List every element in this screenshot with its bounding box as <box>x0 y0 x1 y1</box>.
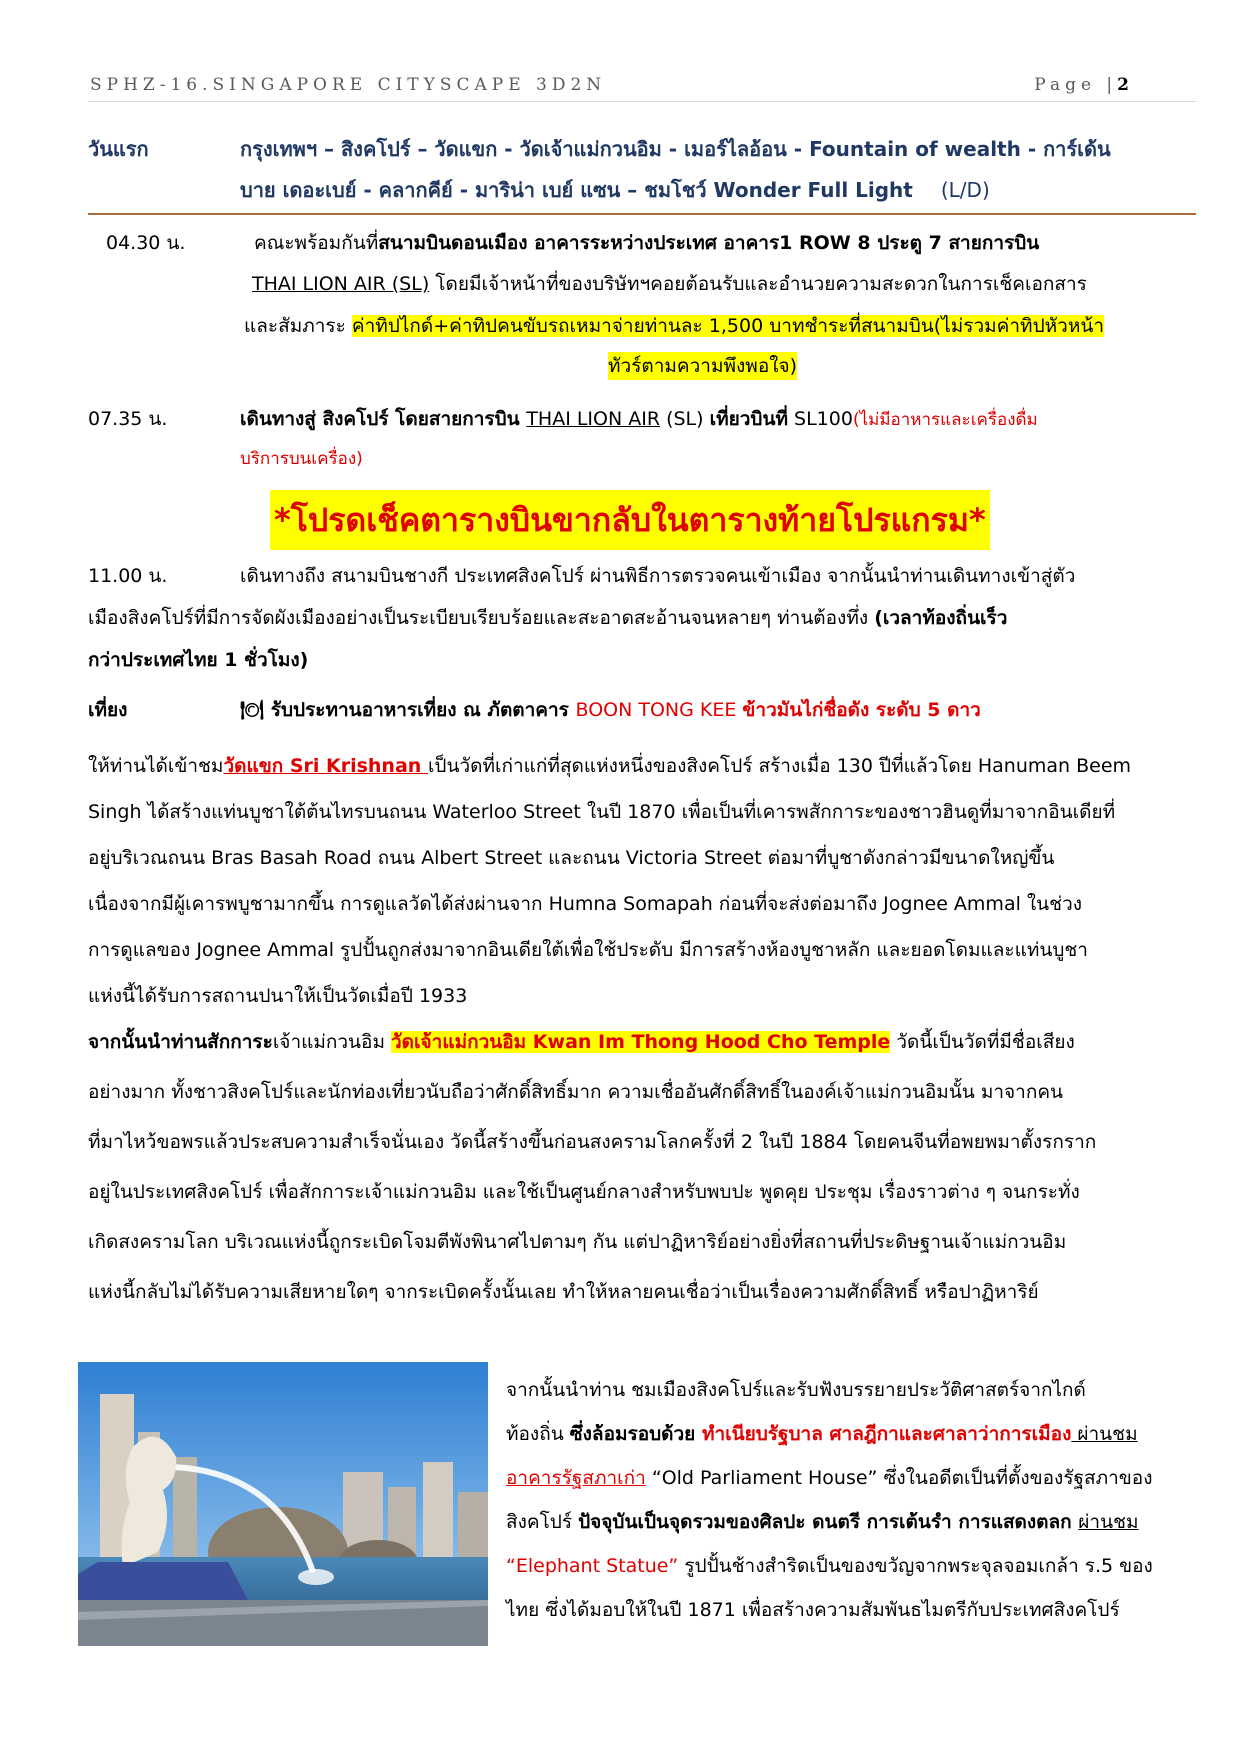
city-l4a: สิงคโปร์ <box>506 1511 579 1533</box>
kwanim-l1a: จากนั้นนำท่านสักการะ <box>88 1031 273 1053</box>
old-parliament-house: อาคารรัฐสภาเก่า <box>506 1467 646 1489</box>
timezone-note-end: กว่าประเทศไทย 1 ชั่วโมง) <box>88 649 309 671</box>
city-line3 <box>506 1464 1153 1492</box>
city-line5 <box>506 1552 1153 1580</box>
city-l5b: รูปปั้นช้างสำริดเป็นของขวัญจากพระจุลจอมเกล้า ร.5 ของ <box>678 1555 1153 1577</box>
kwanim-line2: อย่างมาก ทั้งชาวสิงคโปร์และนักท่องเที่ยวนับถือว่าศักดิ์สิทธิ์มาก ความเชื่ออันศักดิ์สิทธิ์ในองค์เจ้าแม่กวนอิมนั้น มาจากคน <box>88 1081 1064 1103</box>
elephant-statue: “Elephant Statue” <box>506 1555 679 1577</box>
city-l2a: ท้องถิ่น <box>506 1423 570 1445</box>
city-l4c: ผ่านชม <box>1078 1511 1139 1533</box>
document-header-title: SPHZ-16.SINGAPORE CITYSCAPE 3D2N <box>90 75 607 95</box>
time-1100: 11.00 น. <box>88 565 168 587</box>
temple-l1a: ให้ท่านได้เข้าชม <box>88 755 224 777</box>
city-l3b: “Old Parliament House” ซึ่งในอดีตเป็นที่ตั้งของรัฐสภาของ <box>645 1467 1153 1489</box>
airline-name: THAI LION AIR (SL) <box>252 273 430 295</box>
government-buildings: ทำเนียบรัฐบาล ศาลฎีกาและศาลาว่าการเมือง <box>701 1423 1072 1445</box>
temple-line5: การดูแลของ Jognee Ammal รูปปั้นถูกส่งมาจากอินเดียใต้เพื่อใช้ประดับ มีการสร้างห้องบูชาหลัก และยอดโดมและแท่นบูชา <box>88 939 1088 961</box>
temple-line1 <box>88 752 1131 780</box>
kwanim-line5: เกิดสงครามโลก บริเวณแห่งนี้ถูกระเบิดโจมตีพังพินาศไปตามๆ กัน แต่ปาฏิหาริย์อย่างยิ่งที่สถานที่ประดิษฐานเจ้าแม่กวนอิม <box>88 1231 1067 1253</box>
temple-line4: เนื่องจากมีผู้เคารพบูชามากขึ้น การดูแลวัดได้ส่งผ่านจาก Humna Somapah ก่อนที่จะส่งต่อมาถึง Jognee Ammal ในช่วง <box>88 893 1083 915</box>
merlion-skyline-illustration <box>78 1362 488 1646</box>
t0430-line3 <box>244 312 1104 340</box>
time-0430: 04.30 น. <box>106 232 186 254</box>
t1100-line1: เดินทางถึง สนามบินชางกี ประเทศสิงคโปร์ ผ่านพิธีการตรวจคนเข้าเมือง จากนั้นนำท่านเดินทางเข้าสู่ตัว <box>240 565 1076 587</box>
city-l2b: ซึ่งล้อมรอบด้วย <box>569 1423 702 1445</box>
lunch-a: รับประทานอาหารเที่ยง ณ ภัตตาคาร <box>264 699 576 721</box>
day-title-line2 <box>240 176 990 204</box>
meal-icon: 🍽 <box>240 699 265 721</box>
t0430-l3a: และสัมภาระ <box>244 315 352 337</box>
kwanim-l1b: เจ้าแม่กวนอิม <box>272 1031 392 1053</box>
restaurant-desc: ข้าวมันไก่ชื่อดัง ระดับ 5 ดาว <box>742 699 981 721</box>
lunch-label: เที่ยง <box>88 699 128 721</box>
t1100-line2 <box>88 604 1007 632</box>
page-label: Page | <box>1034 75 1118 95</box>
kwanim-l1d: วัดนี้เป็นวัดที่มีชื่อเสียง <box>890 1031 1075 1053</box>
sri-krishnan-temple: วัดแขก Sri Krishnan <box>223 755 428 777</box>
t0735-airline: THAI LION AIR <box>526 408 661 430</box>
temple-line3: อยู่บริเวณถนน Bras Basah Road ถนน Albert Street และถนน Victoria Street ต่อมาที่บูชาดังกล่าวมีขนาดใหญ่ขึ้น <box>88 847 1055 869</box>
restaurant-name: BOON TONG KEE <box>575 699 743 721</box>
t0735-l1a: เดินทางสู่ สิงคโปร์ โดยสายการบิน <box>240 408 527 430</box>
return-flight-banner: *โปรดเช็คตารางบินขากลับในตารางท้ายโปรแกรม* <box>270 490 990 550</box>
t0430-l2b: โดยมีเจ้าหน้าที่ของบริษัทฯคอยต้อนรับและอำนวยความสะดวกในการเช็คเอกสาร <box>429 273 1087 295</box>
kwanim-line6: แห่งนี้กลับไม่ได้รับความเสียหายใดๆ จากระเบิดครั้งนั้นเลย ทำให้หลายคนเชื่อว่าเป็นเรื่องความศักดิ์สิทธิ์ หรือปาฏิหาริย์ <box>88 1281 1039 1303</box>
lunch-line <box>240 696 981 724</box>
no-meal-note-end: บริการบนเครื่อง) <box>240 449 363 469</box>
t0430-line1 <box>254 229 1039 257</box>
time-0735: 07.35 น. <box>88 408 168 430</box>
t1100-l2a: เมืองสิงคโปร์ที่มีการจัดผังเมืองอย่างเป็นระเบียบเรียบร้อยและสะอาดสะอ้านจนหลายๆ ท่านต้องทึ่ง <box>88 607 875 629</box>
kwanim-line3: ที่มาไหว้ขอพรแล้วประสบความสำเร็จนั่นเอง วัดนี้สร้างขึ้นก่อนสงครามโลกครั้งที่ 2 ในปี 1884 โดยคนจีนที่อพยพมาตั้งรกราก <box>88 1131 1097 1153</box>
page-number: 2 <box>1117 75 1129 95</box>
timezone-note: (เวลาท้องถิ่นเร็ว <box>874 607 1008 629</box>
no-meal-note: (ไม่มีอาหารและเครื่องดื่ม <box>852 410 1038 430</box>
city-line4 <box>506 1508 1139 1536</box>
day-title-line2-text: บาย เดอะเบย์ - คลากคีย์ - มาริน่า เบย์ แซน – ชมโชว์ Wonder Full Light <box>240 178 913 202</box>
header-divider <box>88 101 1196 102</box>
t0430-l1b: สนามบินดอนเมือง อาคารระหว่างประเทศ อาคาร1 ROW 8 ประตู 7 สายการบิน <box>378 232 1040 254</box>
meals-code: (L/D) <box>940 178 990 202</box>
temple-line2: Singh ได้สร้างแท่นบูชาใต้ต้นไทรบนถนน Waterloo Street ในปี 1870 เพื่อเป็นที่เคารพสักการะของชาวฮินดูที่มาจากอินเดียที่ <box>88 801 1116 823</box>
merlion-photo <box>78 1362 488 1646</box>
city-line6: ไทย ซึ่งได้มอบให้ในปี 1871 เพื่อสร้างความสัมพันธไมตรีกับประเทศสิงคโปร์ <box>506 1599 1120 1621</box>
day-title-line1: กรุงเทพฯ – สิงคโปร์ – วัดแขก - วัดเจ้าแม่กวนอิม - เมอร์ไลอ้อน - Fountain of wealth - การ์เด้น <box>240 137 1111 161</box>
temple-l1c: เป็นวัดที่เก่าแก่ที่สุดแห่งหนึ่งของสิงคโปร์ สร้างเมื่อ 130 ปีที่แล้วโดย Hanuman Beem <box>427 755 1132 777</box>
tip-note: ค่าทิปไกด์+ค่าทิปคนขับรถเหมาจ่ายท่านละ 1,500 บาทชำระที่สนามบิน(ไม่รวมค่าทิปหัวหน้า <box>351 315 1105 337</box>
page-indicator <box>1034 75 1129 95</box>
city-l2d: ผ่านชม <box>1071 1423 1138 1445</box>
city-line2 <box>506 1420 1138 1448</box>
arts-house-note: ปัจจุบันเป็นจุดรวมของศิลปะ ดนตรี การเต้นรำ การแสดงตลก <box>578 1511 1079 1533</box>
city-line1: จากนั้นนำท่าน ชมเมืองสิงคโปร์และรับฟังบรรยายประวัติศาสตร์จากไกด์ <box>506 1379 1086 1401</box>
t0735-code: (SL) <box>660 408 710 430</box>
day-title-divider <box>88 213 1196 215</box>
tip-note-end: ทัวร์ตามความพึงพอใจ) <box>608 352 797 380</box>
t0735-flight-label: เที่ยวบินที่ <box>709 408 788 430</box>
day-label: วันแรก <box>88 137 149 161</box>
kwanim-line4: อยู่ในประเทศสิงคโปร์ เพื่อสักการะเจ้าแม่กวนอิม และใช้เป็นศูนย์กลางสำหรับพบปะ พูดคุย ประชุม เรื่องราวต่าง ๆ จนกระทั่ง <box>88 1181 1080 1203</box>
kwan-im-temple: วัดเจ้าแม่กวนอิม Kwan Im Thong Hood Cho Temple <box>391 1031 891 1053</box>
t0430-line2 <box>252 270 1087 298</box>
kwanim-line1 <box>88 1028 1075 1056</box>
temple-line6: แห่งนี้ได้รับการสถานปนาให้เป็นวัดเมื่อปี 1933 <box>88 985 468 1007</box>
t0735-line1 <box>240 405 1038 434</box>
flight-number: SL100 <box>788 408 853 430</box>
t0430-l1a: คณะพร้อมกันที่ <box>254 232 379 254</box>
